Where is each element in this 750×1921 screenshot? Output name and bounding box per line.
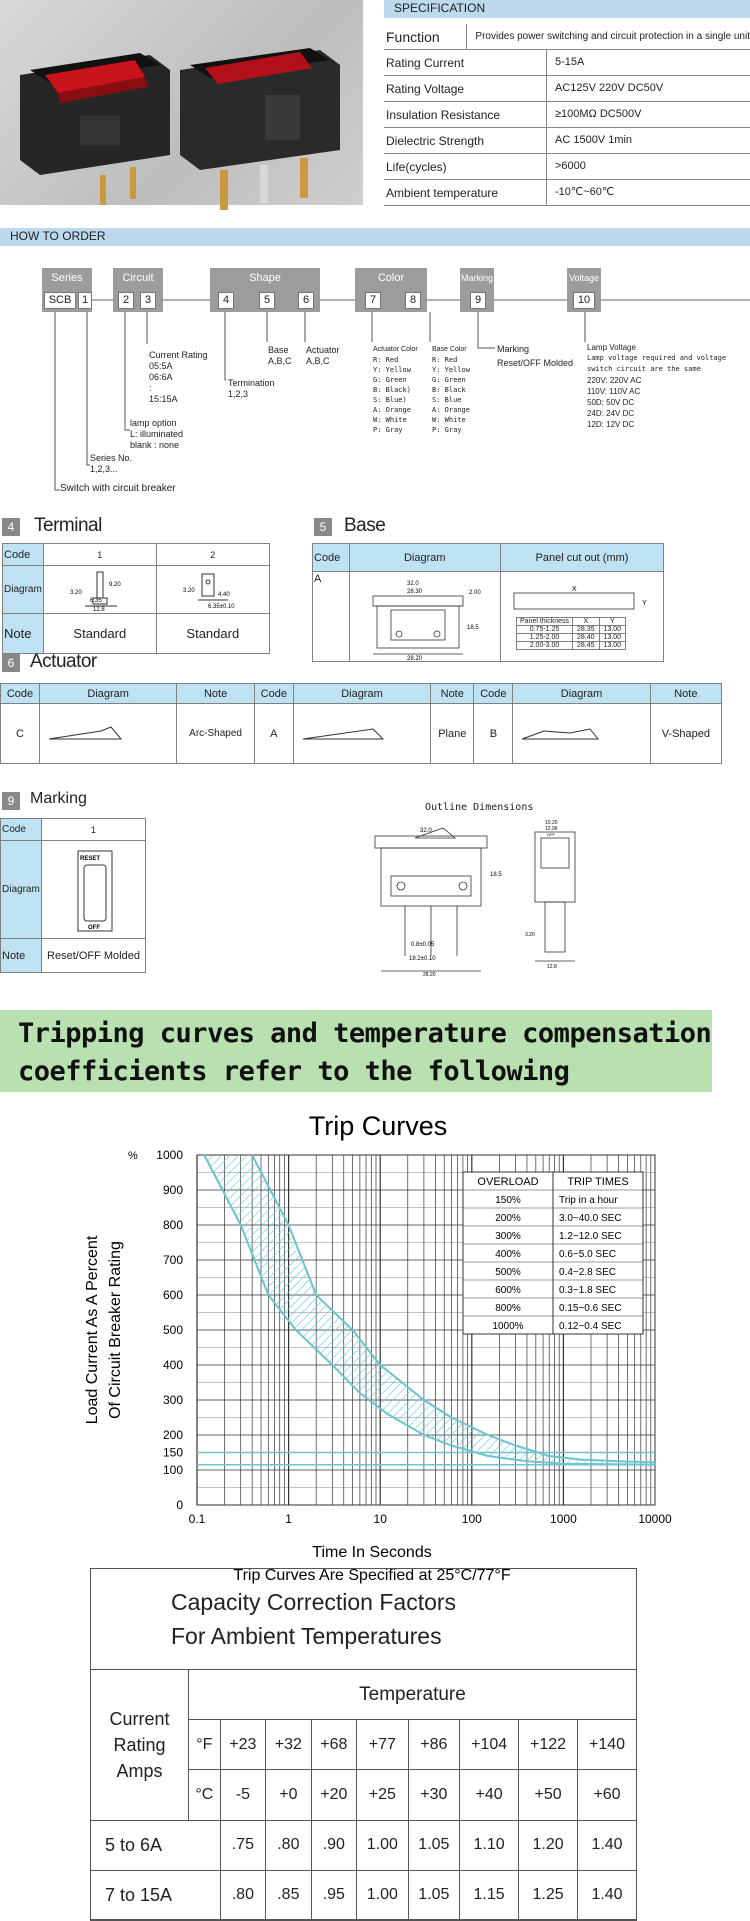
y-unit: % [128,1150,138,1162]
actuator-header: Note [431,684,474,704]
order-group-voltage-label: Voltage [567,268,601,288]
base-diagram [349,572,500,662]
terminal-diagram-label: Diagram [3,566,44,614]
trip-time-cell: 0.15~0.6 SEC [559,1303,622,1314]
f-val: +77 [357,1720,409,1770]
order-box-10: 10 [573,292,595,309]
spec-label: Dielectric Strength [386,133,485,148]
panel-header: Panel thickness [517,618,573,626]
correction-cell: .75 [220,1820,265,1870]
actuator-code-b: B [474,704,513,764]
correction-cell: .80 [220,1870,265,1920]
actuator-diagram-a [293,704,430,764]
terminal-table [2,543,270,654]
correction-title-1: Capacity Correction Factors [171,1589,457,1615]
list-item: 15:15A [149,394,178,404]
list-item: 50D: 50V DC [587,398,635,407]
x-tick-label: 10000 [638,1512,672,1526]
correction-table [90,1669,637,1921]
terminal-number: 4 [2,518,20,536]
y-tick-label: 700 [162,1253,183,1267]
correction-cell: 1.00 [357,1820,409,1870]
correction-cell: .90 [311,1820,356,1870]
correction-cell: 1.20 [519,1820,578,1870]
panel-cell: 28.40 [573,634,600,642]
chart-title: Trip Curves [308,1111,448,1141]
correction-cell: .85 [266,1870,311,1920]
actuator-header: Diagram [40,684,177,704]
marking-diagram [42,841,146,939]
panel-cell: 2.00-3.00 [517,642,573,650]
outline-dim-7: 12.96 [545,826,558,832]
list-item: S: Blue [432,396,462,404]
actuator-code-c: C [1,704,40,764]
y-tick-label: 150 [162,1445,183,1460]
list-item: : [149,383,152,393]
base-y-label: Y [642,600,647,607]
order-diagram [0,250,750,500]
list-item: 05:5A [149,361,173,371]
banner-line-2: coefficients refer to the following [18,1056,570,1087]
c-val: +25 [357,1770,409,1820]
overload-header: OVERLOAD [477,1176,539,1188]
trip-times-header: TRIP TIMES [567,1176,629,1188]
overload-cell: 500% [495,1267,521,1278]
trip-time-cell: 3.0~40.0 SEC [559,1213,622,1224]
note-base: Base A,B,C [268,345,292,366]
list-item: 220V: 220V AC [587,376,642,385]
list-item: W: White [373,416,407,424]
order-box-3: 3 [140,292,156,309]
marking-off: OFF [87,924,100,931]
outline-drawing [365,816,715,976]
correction-cell: 1.25 [519,1870,578,1920]
outline-dim-5: 28.20 [423,972,436,978]
spec-label: Ambient temperature [386,185,499,200]
note-series: Series No. 1,2,3... [90,453,133,474]
list-item: 06:6A [149,372,173,382]
panel-header: Y [599,618,626,626]
actuator-number: 6 [2,654,20,672]
actuator-title: Actuator [30,651,97,672]
list-item: 24D: 24V DC [587,409,635,418]
list-item: B: Black [432,386,466,394]
actuator-diagram-c [40,704,177,764]
panel-cell: 13.00 [599,626,626,634]
list-item: P: Gray [432,426,462,434]
terminal-dim-2c: 6.35±0.10 [207,603,235,610]
correction-box [90,1568,637,1920]
base-title: Base [344,515,386,536]
spec-row [384,128,750,154]
list-item: W: White [432,416,466,424]
trip-time-cell: 1.2~12.0 SEC [559,1231,622,1242]
spec-value: AC125V 220V DC50V [546,76,750,101]
terminal-note-label: Note [3,614,44,654]
outline-dim-6: 10.20 [545,820,558,826]
list-item: B: Black) [373,386,411,394]
x-tick-label: 10 [373,1512,387,1526]
terminal-dim-1a: 3.20 [69,589,82,596]
correction-row-label: 5 to 6A [91,1820,221,1870]
order-box-scb: SCB [44,292,76,309]
order-box-1: 1 [78,292,92,309]
base-dim-2: 28.30 [406,588,422,595]
spec-value: Provides power switching and circuit protection in a single unit [466,24,750,49]
f-val: +23 [220,1720,265,1770]
overload-cell: 800% [495,1303,521,1314]
correction-cell: .95 [311,1870,356,1920]
spec-value: >6000 [546,154,750,179]
terminal-diagram-2 [156,566,269,614]
correction-row-head: Current Rating Amps [91,1670,189,1821]
overload-cell: 300% [495,1231,521,1242]
base-code: A [313,572,350,662]
x-tick-label: 100 [461,1512,482,1526]
correction-cell: 1.05 [408,1870,460,1920]
note-marking: Marking Reset/OFF Molded [497,344,574,368]
base-dim-5: 28.20 [406,655,422,662]
marking-note: Reset/OFF Molded [42,939,146,973]
y-tick-label: 200 [162,1428,183,1442]
x-tick-label: 1000 [550,1512,577,1526]
list-item: Y: Yellow [432,366,470,374]
marking-number: 9 [2,792,20,810]
trip-chart [0,1105,750,1584]
spec-label: Rating Current [386,55,465,70]
actuator-note-b: V-Shaped [650,704,721,764]
y-axis-label-2: Of Circuit Breaker Rating [107,1241,124,1419]
order-box-8: 8 [405,292,421,309]
panel-cell: 13.00 [599,642,626,650]
overload-cell: 1000% [492,1321,524,1332]
terminal-code-2: 2 [156,544,269,566]
correction-cell: 1.15 [460,1870,519,1920]
outline-title: Outline Dimensions [425,802,534,813]
f-val: +104 [460,1720,519,1770]
note-switch: Switch with circuit breaker [60,483,176,494]
list-item: R: Red [432,356,458,364]
overload-cell: 150% [495,1195,521,1206]
order-header: HOW TO ORDER [0,228,750,246]
terminal-dim-1b: 9.20 [108,581,121,588]
actuator-diagram-b [513,704,650,764]
switch-photo-illustration [0,0,363,205]
marking-reset: RESET [79,855,100,862]
overload-cell: 200% [495,1213,521,1224]
correction-cell: 1.40 [578,1870,637,1920]
marking-table [0,818,146,973]
note-lamp: lamp option L: illuminated blank : none [130,418,184,450]
c-label: °C [189,1770,221,1820]
actuator-header: Code [254,684,293,704]
order-box-6: 6 [298,292,314,309]
chart-subtitle: Trip Curves Are Specified at 25°C/77°F [233,1567,511,1584]
note-actuator-color: Actuator Color R: Red Y: Yellow G: Green B: Black) S: Blue) A: Orange W: White P: Gray [373,346,418,434]
c-val: +0 [266,1770,311,1820]
x-tick-label: 0.1 [188,1512,206,1526]
note-termination: Termination 1,2,3 [228,378,275,399]
f-label: °F [189,1720,221,1770]
spec-row [384,154,750,180]
base-x-label: X [572,586,577,593]
correction-row-label: 7 to 15A [91,1870,221,1920]
note-current: Current Rating 05:5A 06:6A : 15:15A [149,350,208,404]
y-axis-label-1: Load Current As A Percent [84,1235,101,1425]
trip-time-cell: 0.12~0.4 SEC [559,1321,622,1332]
overload-cell: 600% [495,1285,521,1296]
correction-cell: 1.40 [578,1820,637,1870]
terminal-code-label: Code [3,544,44,566]
actuator-header: Note [177,684,254,704]
overload-cell: 400% [495,1249,521,1260]
marking-title: Marking [30,790,87,807]
terminal-diagram-1 [43,566,156,614]
terminal-note-2: Standard [156,614,269,654]
order-group-circuit-label: Circuit [113,268,163,288]
spec-label: Function [386,28,440,45]
spec-row [384,24,750,50]
actuator-header: Note [650,684,721,704]
correction-temp-label: Temperature [189,1670,637,1720]
y-tick-label: 400 [162,1358,183,1372]
order-group-series-label: Series [42,268,92,288]
base-dim-4: 18.5 [466,624,479,631]
trip-time-cell: 0.6~5.0 SEC [559,1249,616,1260]
order-box-7: 7 [365,292,381,309]
order-box-4: 4 [218,292,234,309]
f-val: +68 [311,1720,356,1770]
actuator-header: Code [474,684,513,704]
note-actuator: Actuator A,B,C [306,345,340,366]
list-item: R: Red [373,356,399,364]
c-val: +30 [408,1770,460,1820]
marking-note-label: Note [1,939,42,973]
marking-diagram-label: Diagram [1,841,42,939]
base-code-label: Code [313,544,350,572]
note-voltage: Lamp Voltage Lamp voltage required and voltage switch circuit are the same 220V: 220V AC 110V: 110V AC 50D: 50V DC 24D: 24V DC 12D: 12V DC [587,342,747,430]
f-val: +122 [519,1720,578,1770]
panel-cell: 28.45 [573,642,600,650]
list-item: G: Green [373,376,407,384]
banner-line-1: Tripping curves and temperature compensation [18,1018,712,1049]
list-item: 110V: 110V AC [587,387,641,396]
spec-value: -10℃~60℃ [546,180,750,205]
note-base-color: Base Color R: Red Y: Yellow G: Green B: Black S: Blue A: Orange W: White P: Gray [432,346,470,434]
x-tick-label: 1 [285,1512,292,1526]
terminal-dim-1d: 12.8 [92,606,105,613]
base-number: 5 [314,518,332,536]
outline-dim-3: 0.8±0.05 [411,942,435,948]
order-box-9: 9 [470,292,486,309]
outline-dim-8: 3.20 [525,932,535,938]
f-val: +140 [578,1720,637,1770]
spec-row [384,76,750,102]
y-tick-label: 900 [162,1183,183,1197]
trip-time-cell: 0.4~2.8 SEC [559,1267,616,1278]
correction-cell: .80 [266,1820,311,1870]
base-diagram-label: Diagram [349,544,500,572]
list-item: G: Green [432,376,466,384]
list-item: P: Gray [373,426,403,434]
order-group-shape-label: Shape [210,268,320,288]
actuator-header: Diagram [513,684,650,704]
base-table [312,543,664,662]
spec-row [384,180,750,206]
order-group-color-label: Color [355,268,427,288]
base-dim-1: 32.0 [406,580,419,587]
base-panel-label: Panel cut out (mm) [501,544,664,572]
panel-cell: 1.25-2.00 [517,634,573,642]
correction-cell: 1.00 [357,1870,409,1920]
f-val: +32 [266,1720,311,1770]
list-item: A: Orange [432,406,470,414]
trip-time-cell: Trip in a hour [559,1195,618,1206]
y-tick-label: 300 [162,1393,183,1407]
c-val: +60 [578,1770,637,1820]
order-group-marking-label: Marking [460,268,494,288]
correction-cell: 1.05 [408,1820,460,1870]
y-tick-label: 1000 [156,1148,183,1162]
trip-chart-svg [0,1105,750,1584]
x-axis-label: Time In Seconds [312,1544,432,1561]
outline-dim-10: OFF [547,832,555,837]
panel-cutout-table [516,617,626,650]
spec-label: Insulation Resistance [386,107,501,122]
c-val: -5 [220,1770,265,1820]
base-dim-3: 2.00 [468,589,481,596]
product-photo [0,0,363,205]
outline-dim-2: 18.5 [490,872,502,878]
base-panel [501,572,664,662]
trip-time-cell: 0.3~1.8 SEC [559,1285,616,1296]
correction-cell: 1.10 [460,1820,519,1870]
c-val: +20 [311,1770,356,1820]
marking-code-label: Code [1,819,42,841]
c-val: +50 [519,1770,578,1820]
spec-label: Life(cycles) [386,159,447,174]
panel-cell: 28.35 [573,626,600,634]
terminal-dim-2a: 3.20 [182,587,195,594]
outline-dim-4: 18.2±0.10 [409,956,436,962]
marking-code: 1 [42,819,146,841]
f-val: +86 [408,1720,460,1770]
actuator-table [0,683,722,764]
spec-header: SPECIFICATION [384,0,750,18]
list-item: A: Orange [373,406,411,414]
terminal-dim-1c: 6.35 [89,597,102,604]
terminal-code-1: 1 [43,544,156,566]
order-box-2: 2 [118,292,134,309]
actuator-header: Code [1,684,40,704]
actuator-header: Diagram [293,684,430,704]
spec-value: AC 1500V 1min [546,128,750,153]
correction-title-2: For Ambient Temperatures [171,1623,442,1649]
y-tick-label: 100 [162,1463,183,1477]
y-tick-label: 800 [162,1218,183,1232]
panel-cell: 0.75-1.25 [517,626,573,634]
order-box-5: 5 [259,292,275,309]
list-item: 12D: 12V DC [587,420,635,429]
spec-row [384,102,750,128]
spec-label: Rating Voltage [386,81,465,96]
panel-header: X [573,618,600,626]
actuator-note-c: Arc-Shaped [177,704,254,764]
spec-row [384,50,750,76]
terminal-title: Terminal [34,515,102,536]
list-item: S: Blue) [373,396,407,404]
outline-dim-9: 12.8 [547,964,557,970]
y-tick-label: 0 [176,1498,183,1512]
spec-table [384,24,750,206]
actuator-note-a: Plane [431,704,474,764]
spec-value: ≥100MΩ DC500V [546,102,750,127]
spec-value: 5-15A [546,50,750,75]
outline-dim-1: 32.0 [420,828,432,834]
terminal-dim-2b: 4.40 [217,591,230,598]
actuator-code-a: A [254,704,293,764]
list-item: Y: Yellow [373,366,411,374]
y-tick-label: 600 [162,1288,183,1302]
c-val: +40 [460,1770,519,1820]
outline-svg [365,816,715,976]
y-tick-label: 500 [162,1323,183,1337]
panel-cell: 13.00 [599,634,626,642]
terminal-note-1: Standard [43,614,156,654]
